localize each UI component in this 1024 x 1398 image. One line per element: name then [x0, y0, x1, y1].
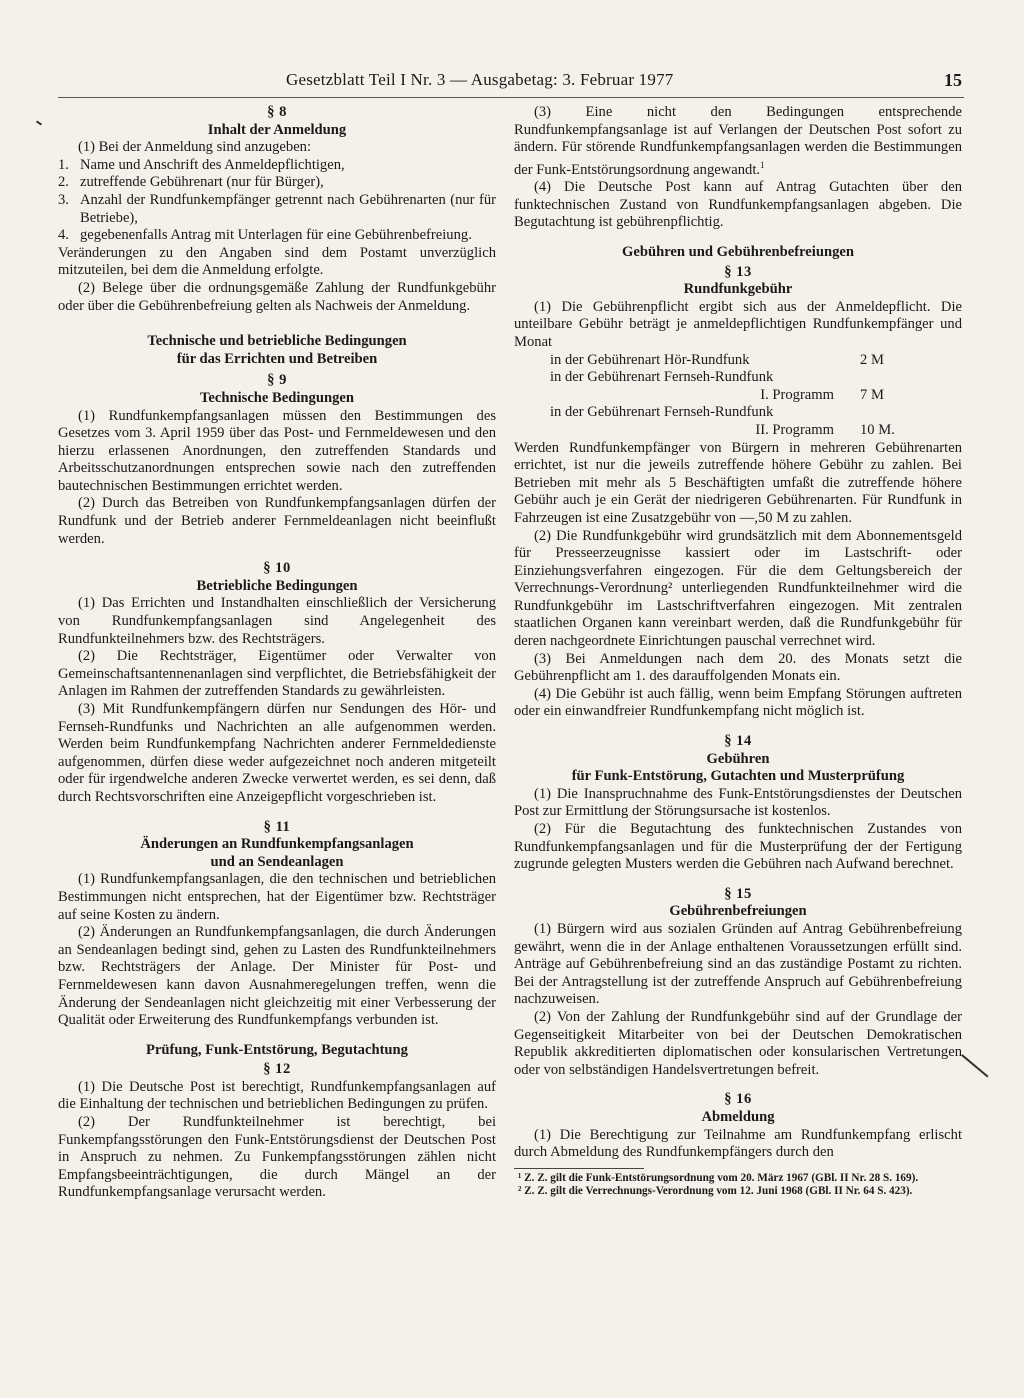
section-8-paragraph-1: (1) Bei der Anmeldung sind anzugeben: — [78, 139, 312, 156]
section-13-paragraph-1: (1) Die Gebührenpflicht ergibt sich aus der Anmeldepflicht. Die unteilbare Gebühr beträgt je anmeldepflichtigen Rundfunkempfänger und Monat — [514, 298, 962, 350]
fee-amount: 10 M. — [860, 421, 895, 438]
list-item-number: 2. — [58, 174, 69, 191]
list-item-text: Name und Anschrift des Anmeldepflichtigen, — [80, 156, 345, 173]
section-9-number: § 9 — [267, 372, 287, 389]
section-12-number: § 12 — [263, 1061, 291, 1078]
section-14-paragraph-2: (2) Für die Begutachtung des funktechnischen Zustandes von Rundfunkempfangsanlagen und für die Musterprüfung der der Fertigung zugrunde gelegten Musters werden die Gebühren nach Aufwand berechnet. — [514, 821, 962, 873]
header-title: Gesetzblatt Teil I Nr. 3 — Ausgabetag: 3. Februar 1977 — [286, 70, 674, 89]
section-16-title: Abmeldung — [701, 1108, 775, 1125]
heading-fees: Gebühren und Gebührenbefreiungen — [622, 244, 854, 261]
list-item-number: 4. — [58, 227, 69, 244]
section-16-paragraph-1: (1) Die Berechtigung zur Teilnahme am Rundfunkempfang erlischt durch Abmeldung des Rundfunkempfängers durch den — [514, 1126, 962, 1161]
scan-mark-right — [962, 1054, 989, 1077]
footnote-marker: 1 — [760, 159, 765, 170]
header-rule — [58, 97, 964, 98]
fee-row-hoer — [514, 352, 962, 370]
section-10-paragraph-2: (2) Die Rechtsträger, Eigentümer oder Verwalter von Gemeinschaftsantennenanlagen sind verpflichtet, die Betriebsfähigkeit der Anlagen im Rahmen der zutreffenden Standards zu gewährleisten. — [58, 648, 496, 700]
section-8-number: § 8 — [267, 104, 287, 120]
section-11-title-line-2: und an Sendeanlagen — [210, 853, 344, 870]
fee-label: I. Programm — [760, 386, 834, 403]
section-16-number: § 16 — [724, 1091, 752, 1108]
section-12-paragraph-3-text: (3) Eine nicht den Bedingungen entsprechende Rundfunkempfangsanlage ist auf Verlangen der Deutschen Post sofort zu ändern. Für störende Rundfunkempfangsanlagen werden die Bestimmungen der Funk-Entstörungsordnung angewandt. — [514, 104, 962, 178]
section-10-title: Betriebliche Bedingungen — [196, 577, 358, 594]
fee-label: in der Gebührenart Fernseh-Rundfunk — [550, 404, 774, 421]
section-14-number: § 14 — [724, 733, 752, 750]
section-14-title-line-2: für Funk-Entstörung, Gutachten und Musterprüfung — [571, 768, 905, 785]
section-13-paragraph-3: (3) Bei Anmeldungen nach dem 20. des Monats setzt die Gebührenpflicht am 1. des darauffolgenden Monats ein. — [514, 650, 962, 685]
footnote-1: ¹ Z. Z. gilt die Funk-Entstörungsordnung vom 20. März 1967 (GBl. II Nr. 28 S. 169). — [518, 1171, 919, 1184]
section-10-paragraph-3: (3) Mit Rundfunkempfängern dürfen nur Sendungen des Hör- und Fernseh-Rundfunks und Nachrichten an alle aufgenommen werden. Werden beim Rundfunkempfang Nachrichten anderer Fernmeldedienste aufgenommen, dürfen diese weder aufgezeichnet noch anderen mitgeteilt oder für irgendwelche anderen Zwecke verwertet werden, es sei denn, daß durch Rechtsvorschriften eine Anzeigepflicht vorgeschrieben ist. — [58, 701, 496, 805]
section-9-title: Technische Bedingungen — [200, 389, 354, 406]
left-column — [58, 104, 496, 1202]
fee-row-programm-2 — [514, 422, 962, 440]
fee-label: in der Gebührenart Fernseh-Rundfunk — [550, 369, 774, 386]
fee-amount: 2 M — [860, 351, 884, 368]
section-15-number: § 15 — [724, 885, 752, 902]
section-9-paragraph-2: (2) Durch das Betreiben von Rundfunkempfangsanlagen dürfen der Rundfunk und der Betrieb anderer Fernmeldeanlagen nicht beeinflußt werden. — [58, 495, 496, 547]
heading-technical-line-1: Technische und betriebliche Bedingungen — [147, 333, 407, 350]
section-10-number: § 10 — [263, 560, 291, 577]
section-8-title: Inhalt der Anmeldung — [207, 121, 347, 138]
section-13-number: § 13 — [724, 263, 752, 280]
list-item — [58, 227, 496, 245]
section-8-list — [58, 157, 496, 245]
footnote-2: ² Z. Z. gilt die Verrechnungs-Verordnung vom 12. Juni 1968 (GBl. II Nr. 64 S. 423). — [518, 1184, 913, 1197]
list-item — [58, 174, 496, 192]
section-15-paragraph-2: (2) Von der Zahlung der Rundfunkgebühr sind auf der Grundlage der Gegenseitigkeit Mitarbeiter von bei der Deutschen Demokratischen Republik akkreditierten diplomatischen oder konsularischen Vertretungen oder von selbständigen Handelsvertretungen befreit. — [514, 1008, 962, 1078]
section-13-title: Rundfunkgebühr — [683, 281, 793, 298]
section-14-paragraph-1: (1) Die Inanspruchnahme des Funk-Entstörungsdienstes der Deutschen Post zur Ermittlung der Störungsursache ist kostenlos. — [514, 785, 962, 820]
section-14-title-line-1: Gebühren — [706, 750, 770, 767]
section-12-paragraph-3 — [514, 104, 962, 179]
page-number: 15 — [944, 70, 962, 90]
list-item-number: 1. — [58, 156, 69, 173]
scan-mark-left — [36, 120, 42, 125]
list-item-text: gegebenenfalls Antrag mit Unterlagen für eine Gebührenbefreiung. — [80, 227, 472, 244]
fee-label: II. Programm — [755, 421, 834, 438]
heading-pruefung: Prüfung, Funk-Entstörung, Begutachtung — [146, 1041, 408, 1058]
fee-label: in der Gebührenart Hör-Rundfunk — [550, 351, 750, 368]
fee-row-fernseh-2 — [514, 404, 962, 422]
section-13-paragraph-2: (2) Die Rundfunkgebühr wird grundsätzlich mit dem Abonnementsgeld für Presseerzeugnisse kassiert oder im Lastschrift- oder Einziehungsverfahren eingezogen. Für die dem Geltungsbereich der Verrechnungs-Verordnung² unterliegenden Rundfunkteilnehmer wird die Rundfunkgebühr im Lastschriftverfahren eingezogen. Mit zentralen staatlichen Organen kann vereinbart werden, daß die Rundfunkgebühr für deren nachgeordnete Einrichtungen pauschal verrechnet wird. — [514, 527, 962, 650]
section-13-paragraph-1-continued: Werden Rundfunkempfänger von Bürgern in mehreren Gebührenarten errichtet, ist nur die jeweils zutreffende höhere Gebühr zu zahlen. Bei Betrieben mit mehr als 5 Beschäftigten umfaßt die zutreffende höhere Gebühr auch je ein Gerät der niedrigeren Gebührenarten. Für Rundfunk in Fahrzeugen ist eine Zusatzgebühr von —,50 M zu zahlen. — [514, 439, 962, 526]
section-12-paragraph-2: (2) Der Rundfunkteilnehmer ist berechtigt, bei Funkempfangsstörungen den Funk-Entstörungsdienst der Deutschen Post in Anspruch zu nehmen. Zu Funkempfangsstörungen zählen nicht Empfangsbeeinträchtigungen, die durch Mängel an der Rundfunkempfangsanlage verursacht werden. — [58, 1114, 496, 1201]
list-item — [58, 192, 496, 227]
fee-row-fernseh — [514, 369, 962, 387]
section-11-paragraph-2: (2) Änderungen an Rundfunkempfangsanlagen, die durch Änderungen an Sendeanlagen bedingt sind, gehen zu Lasten des Rundfunkteilnehmers bzw. Rechtsträgers der Anlage. Der Minister für Post- und Fernmeldewesen kann davon Ausnahmeregelungen treffen, wenn die Änderung der Sendeanlagen nicht gleichzeitig mit einer Verbesserung der Qualität oder Erweiterung des Rundfunkempfangs verbunden ist. — [58, 924, 496, 1029]
footnote-rule — [514, 1168, 644, 1169]
list-item-text: zutreffende Gebührenart (nur für Bürger), — [80, 174, 324, 191]
section-11-title-line-1: Änderungen an Rundfunkempfangsanlagen — [140, 836, 414, 853]
section-11-number: § 11 — [263, 818, 291, 835]
section-15-paragraph-1: (1) Bürgern wird aus sozialen Gründen auf Antrag Gebührenbefreiung gewährt, wenn die in der Anlage enthaltenen Voraussetzungen erfüllt sind. Anträge auf Gebührenbefreiung sind an das zuständige Postamt zu richten. Bei der Antragstellung ist der zutreffende Anspruch auf Gebührenbefreiung nachzuweisen. — [514, 920, 962, 1008]
fee-row-programm-1 — [514, 387, 962, 405]
fee-amount: 7 M — [860, 386, 884, 403]
list-item-text: Anzahl der Rundfunkempfänger getrennt nach Gebührenarten (nur für Betriebe), — [80, 191, 496, 226]
right-column — [514, 104, 962, 1198]
list-item-number: 3. — [58, 191, 69, 208]
list-item — [58, 157, 496, 175]
section-12-paragraph-4: (4) Die Deutsche Post kann auf Antrag Gutachten über den funktechnischen Zustand von Rundfunkempfangsanlagen abgeben. Die Begutachtung ist gebührenpflichtig. — [514, 179, 962, 231]
heading-technical-line-2: für das Errichten und Betreiben — [176, 350, 378, 367]
section-11-paragraph-1: (1) Rundfunkempfangsanlagen, die den technischen und betrieblichen Bestimmungen nicht entsprechen, hat der Eigentümer bzw. Rechtsträger auf seine Kosten zu ändern. — [58, 871, 496, 923]
section-15-title: Gebührenbefreiungen — [669, 903, 807, 920]
section-8-changes: Veränderungen zu den Angaben sind dem Postamt unverzüglich mitzuteilen, bei dem die Anmeldung erfolgte. — [58, 244, 496, 279]
section-12-paragraph-1: (1) Die Deutsche Post ist berechtigt, Rundfunkempfangsanlagen auf die Einhaltung der technischen und betrieblichen Bedingungen zu prüfen. — [58, 1078, 496, 1113]
section-9-paragraph-1: (1) Rundfunkempfangsanlagen müssen den Bestimmungen des Gesetzes vom 3. April 1959 über das Post- und Fernmeldewesen und den hierzu erlassenen Anordnungen, den zutreffenden Standards und Arbeitsschutzanordnungen entsprechen sowie nach den zutreffenden bautechnischen Bestimmungen errichtet werden. — [58, 407, 496, 494]
section-10-paragraph-1: (1) Das Errichten und Instandhalten einschließlich der Versicherung von Rundfunkempfangsanlagen sind Angelegenheit des Rundfunkteilnehmers bzw. des Rechtsträgers. — [58, 595, 496, 647]
section-13-paragraph-4: (4) Die Gebühr ist auch fällig, wenn beim Empfang Störungen auftreten oder ein einwandfreier Rundfunkempfang nicht möglich ist. — [514, 685, 962, 720]
section-8-paragraph-2: (2) Belege über die ordnungsgemäße Zahlung der Rundfunkgebühr oder über die Gebührenbefreiung gelten als Nachweis der Anmeldung. — [58, 279, 496, 314]
page-header — [268, 70, 968, 96]
